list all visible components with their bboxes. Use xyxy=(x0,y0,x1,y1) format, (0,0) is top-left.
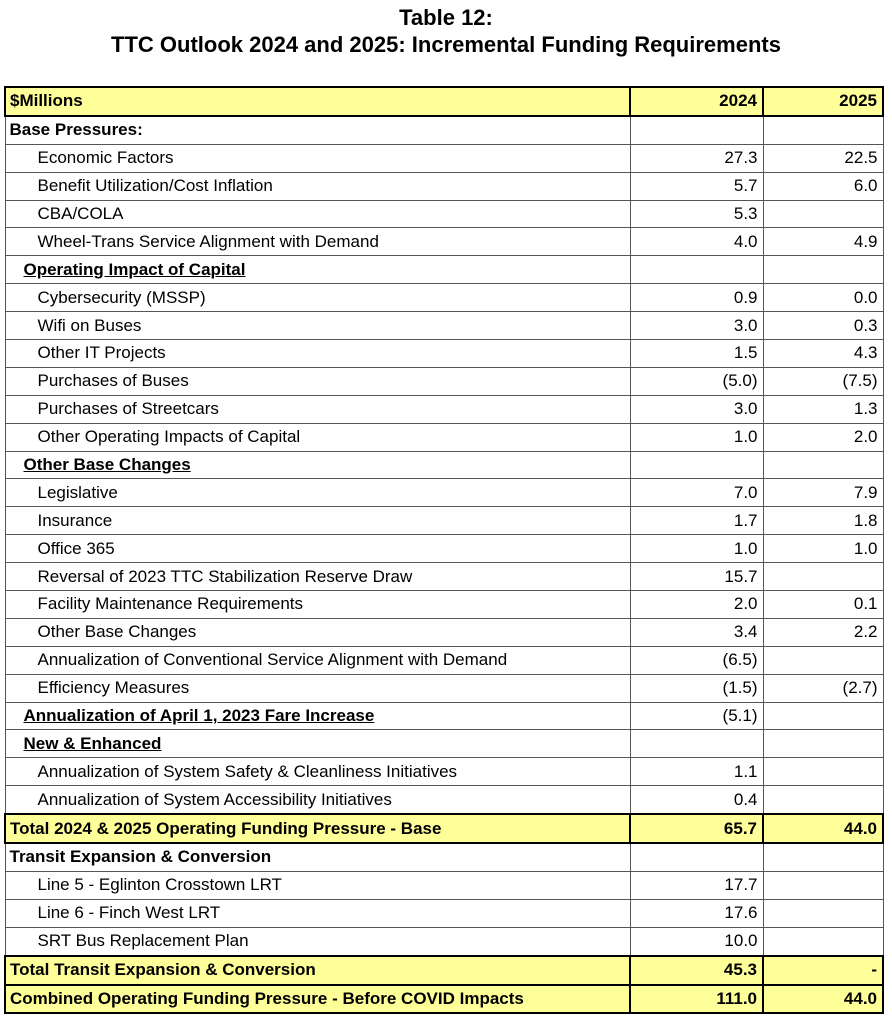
value-2025: 44.0 xyxy=(763,985,883,1014)
table-row xyxy=(5,814,883,843)
value-2024 xyxy=(630,256,763,284)
header-row xyxy=(5,87,883,116)
row-label: Insurance xyxy=(5,507,630,535)
table-row xyxy=(5,144,883,172)
value-2025 xyxy=(763,200,883,228)
table-row xyxy=(5,395,883,423)
value-2025 xyxy=(763,730,883,758)
value-2025: 0.0 xyxy=(763,284,883,312)
row-label: Line 6 - Finch West LRT xyxy=(5,899,630,927)
table-row xyxy=(5,956,883,985)
row-label: Base Pressures: xyxy=(5,116,630,144)
table-row xyxy=(5,702,883,730)
table-row xyxy=(5,228,883,256)
value-2024: 1.5 xyxy=(630,340,763,368)
row-label: Cybersecurity (MSSP) xyxy=(5,284,630,312)
table-row xyxy=(5,312,883,340)
value-2024: (6.5) xyxy=(630,646,763,674)
value-2025 xyxy=(763,256,883,284)
row-label: Transit Expansion & Conversion xyxy=(5,843,630,871)
value-2024: 0.9 xyxy=(630,284,763,312)
value-2025 xyxy=(763,563,883,591)
row-label: Annualization of Conventional Service Alignment with Demand xyxy=(5,646,630,674)
value-2025: 2.2 xyxy=(763,618,883,646)
row-label: Other Base Changes xyxy=(5,618,630,646)
value-2024: 7.0 xyxy=(630,479,763,507)
value-2024: 1.0 xyxy=(630,423,763,451)
value-2025 xyxy=(763,646,883,674)
table-row xyxy=(5,116,883,144)
funding-table xyxy=(4,86,884,1014)
row-label: Economic Factors xyxy=(5,144,630,172)
row-label: Purchases of Buses xyxy=(5,367,630,395)
table-row xyxy=(5,479,883,507)
header-2024: 2024 xyxy=(630,87,763,116)
value-2025: 4.9 xyxy=(763,228,883,256)
row-label: Other Base Changes xyxy=(5,451,630,479)
table-row xyxy=(5,927,883,955)
value-2025 xyxy=(763,758,883,786)
table-row xyxy=(5,172,883,200)
value-2024: 45.3 xyxy=(630,956,763,985)
table-row xyxy=(5,758,883,786)
row-label: Wheel-Trans Service Alignment with Demand xyxy=(5,228,630,256)
value-2025: 1.3 xyxy=(763,395,883,423)
table-row xyxy=(5,535,883,563)
table-row xyxy=(5,985,883,1014)
value-2025 xyxy=(763,702,883,730)
table-subtitle: TTC Outlook 2024 and 2025: Incremental Funding Requirements xyxy=(111,32,781,57)
value-2024: 27.3 xyxy=(630,144,763,172)
table-row xyxy=(5,284,883,312)
value-2025: 0.1 xyxy=(763,591,883,619)
row-label: Benefit Utilization/Cost Inflation xyxy=(5,172,630,200)
table-row xyxy=(5,563,883,591)
table-row xyxy=(5,618,883,646)
funding-table-body xyxy=(5,87,883,1013)
row-label: Total Transit Expansion & Conversion xyxy=(5,956,630,985)
row-label: Line 5 - Eglinton Crosstown LRT xyxy=(5,871,630,899)
value-2025: 22.5 xyxy=(763,144,883,172)
row-label: Operating Impact of Capital xyxy=(5,256,630,284)
table-row xyxy=(5,843,883,871)
value-2025 xyxy=(763,786,883,814)
row-label: Facility Maintenance Requirements xyxy=(5,591,630,619)
table-row xyxy=(5,340,883,368)
value-2024: 111.0 xyxy=(630,985,763,1014)
value-2024: 2.0 xyxy=(630,591,763,619)
value-2024: 1.1 xyxy=(630,758,763,786)
row-label: Annualization of April 1, 2023 Fare Increase xyxy=(5,702,630,730)
value-2025: 4.3 xyxy=(763,340,883,368)
row-label: Legislative xyxy=(5,479,630,507)
row-label: Combined Operating Funding Pressure - Before COVID Impacts xyxy=(5,985,630,1014)
value-2024 xyxy=(630,451,763,479)
value-2025: (2.7) xyxy=(763,674,883,702)
table-row xyxy=(5,730,883,758)
row-label: Office 365 xyxy=(5,535,630,563)
table-row xyxy=(5,674,883,702)
value-2024: 65.7 xyxy=(630,814,763,843)
table-row xyxy=(5,256,883,284)
table-row xyxy=(5,646,883,674)
row-label: Reversal of 2023 TTC Stabilization Reserve Draw xyxy=(5,563,630,591)
row-label: Purchases of Streetcars xyxy=(5,395,630,423)
value-2024: 1.0 xyxy=(630,535,763,563)
value-2024: (5.0) xyxy=(630,367,763,395)
row-label: Annualization of System Accessibility Initiatives xyxy=(5,786,630,814)
row-label: Total 2024 & 2025 Operating Funding Pressure - Base xyxy=(5,814,630,843)
value-2024: 15.7 xyxy=(630,563,763,591)
table-row xyxy=(5,451,883,479)
row-label: Annualization of System Safety & Cleanliness Initiatives xyxy=(5,758,630,786)
value-2024: 17.6 xyxy=(630,899,763,927)
value-2024: 10.0 xyxy=(630,927,763,955)
value-2025: 1.8 xyxy=(763,507,883,535)
value-2024: 3.4 xyxy=(630,618,763,646)
value-2024: 3.0 xyxy=(630,395,763,423)
value-2025 xyxy=(763,451,883,479)
value-2024: 1.7 xyxy=(630,507,763,535)
row-label: Other Operating Impacts of Capital xyxy=(5,423,630,451)
header-2025: 2025 xyxy=(763,87,883,116)
value-2024: 17.7 xyxy=(630,871,763,899)
row-label: SRT Bus Replacement Plan xyxy=(5,927,630,955)
table-row xyxy=(5,591,883,619)
table-row xyxy=(5,899,883,927)
value-2025: 6.0 xyxy=(763,172,883,200)
value-2025 xyxy=(763,927,883,955)
value-2025 xyxy=(763,843,883,871)
value-2024: 5.3 xyxy=(630,200,763,228)
header-label: $Millions xyxy=(5,87,630,116)
value-2025: - xyxy=(763,956,883,985)
row-label: New & Enhanced xyxy=(5,730,630,758)
table-row xyxy=(5,200,883,228)
row-label: Wifi on Buses xyxy=(5,312,630,340)
value-2025 xyxy=(763,871,883,899)
value-2025: (7.5) xyxy=(763,367,883,395)
value-2024: (1.5) xyxy=(630,674,763,702)
table-row xyxy=(5,786,883,814)
row-label: Other IT Projects xyxy=(5,340,630,368)
table-row xyxy=(5,367,883,395)
value-2025: 2.0 xyxy=(763,423,883,451)
value-2024 xyxy=(630,730,763,758)
row-label: Efficiency Measures xyxy=(5,674,630,702)
value-2024 xyxy=(630,116,763,144)
value-2025: 0.3 xyxy=(763,312,883,340)
value-2025: 7.9 xyxy=(763,479,883,507)
table-title: Table 12: xyxy=(399,5,493,30)
value-2024: 0.4 xyxy=(630,786,763,814)
row-label: CBA/COLA xyxy=(5,200,630,228)
value-2025: 1.0 xyxy=(763,535,883,563)
value-2025 xyxy=(763,116,883,144)
table-row xyxy=(5,507,883,535)
value-2024: 5.7 xyxy=(630,172,763,200)
value-2024: 4.0 xyxy=(630,228,763,256)
value-2024: (5.1) xyxy=(630,702,763,730)
table-row xyxy=(5,871,883,899)
table-row xyxy=(5,423,883,451)
value-2024 xyxy=(630,843,763,871)
value-2025: 44.0 xyxy=(763,814,883,843)
value-2024: 3.0 xyxy=(630,312,763,340)
value-2025 xyxy=(763,899,883,927)
